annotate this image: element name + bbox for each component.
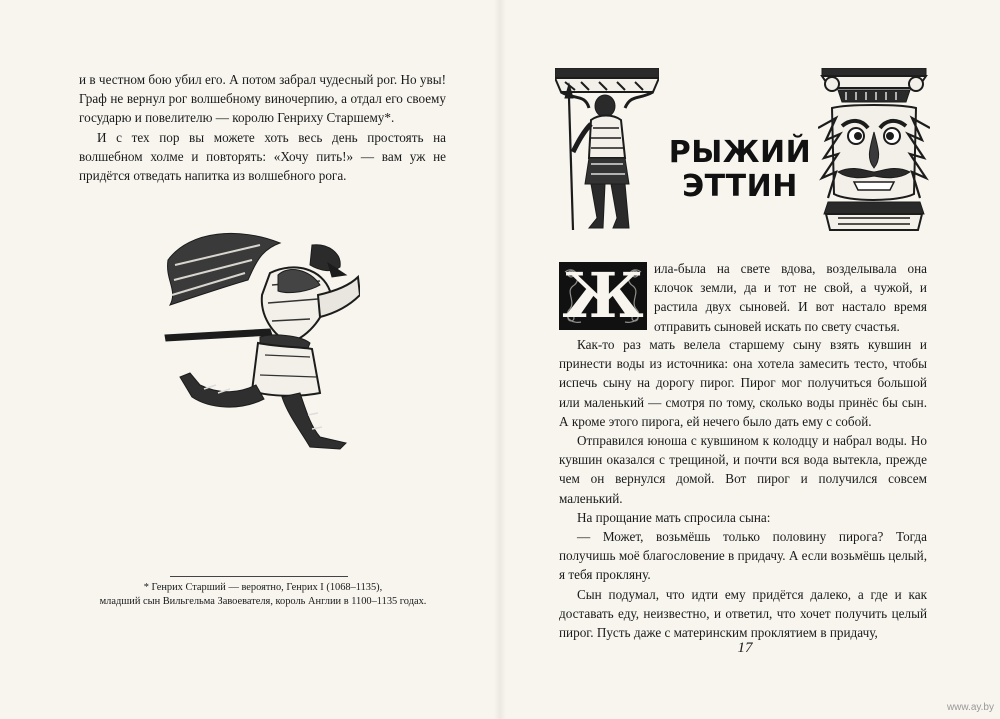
running-man-with-horn-illustration — [160, 225, 360, 450]
right-paragraph-5: Сын подумал, что идти ему придётся далеко, а где и как доставать еду, неизвестно, и ответил, что хочет получить целый пирог. Пусть даже с материнским проклятием в придачу, — [559, 586, 927, 641]
footnote-rule — [170, 576, 348, 577]
ornamental-drop-cap — [559, 259, 647, 332]
right-page-text — [559, 335, 927, 642]
footnote — [80, 581, 446, 609]
right-paragraph-3: На прощание мать спросила сына: — [577, 509, 771, 525]
page-number: 17 — [737, 640, 753, 656]
story-title-line-2: ЭТТИН — [682, 169, 798, 204]
warrior-column-illustration — [555, 68, 659, 233]
story-title — [660, 136, 820, 204]
left-paragraph-2: И с тех пор вы можете хоть весь день простоять на волшебном холме и повторять: «Хочу пить!» — вам уж не придётся отведать напитка из волшебного рога. — [79, 129, 446, 184]
story-title-line-1: РЫЖИЙ — [668, 135, 812, 170]
footnote-line-1: * Генрих Старший — вероятно, Генрих I (1068–1135), — [143, 582, 383, 593]
right-page-opening-text — [654, 259, 927, 336]
footnote-line-2: младший сын Вильгельма Завоевателя, король Англии в 1100–1135 годах. — [99, 596, 427, 607]
right-paragraph-1: Как-то раз мать велела старшему сыну взять кувшин и принести воды из источника: она хотела замесить тесто, чтобы испечь сыну на дорогу пирог. Пирог мог получиться большой или маленький — смотря по тому, сколько воды принёс бы сын. А кроме этого пирога, ей нечего было дать ему с собой. — [559, 337, 927, 429]
left-paragraph-1: и в честном бою убил его. А потом забрал чудесный рог. Но увы! Граф не вернул рог волшебному виночерпию, а отдал его своему государю и повелителю — королю Генриху Старшему*. — [79, 72, 446, 126]
right-paragraph-4: — Может, возьмёшь только половину пирога? Тогда получишь моё благословение в придачу. А если возьмёшь целый, я тебя прокляну. — [559, 529, 927, 583]
watermark: www.ay.by — [946, 702, 994, 713]
drop-cap-letter: Ж — [562, 259, 644, 332]
left-page-text — [79, 70, 446, 185]
opening-lines: ила-была на свете вдова, возделывала она клочок земли, да и тот не свой, а чужой, и растила двух сыновей. И вот настало время отправить сыновей искать по свету счастья. — [654, 261, 927, 334]
right-paragraph-2: Отправился юноша с кувшином к колодцу и набрал воды. Но кувшин оказался с трещиной, и почти вся вода вытекла, прежде чем он вернулся домой. Вот пирог и получился совсем маленький. — [559, 433, 927, 506]
ettin-face-column-illustration — [818, 68, 930, 233]
